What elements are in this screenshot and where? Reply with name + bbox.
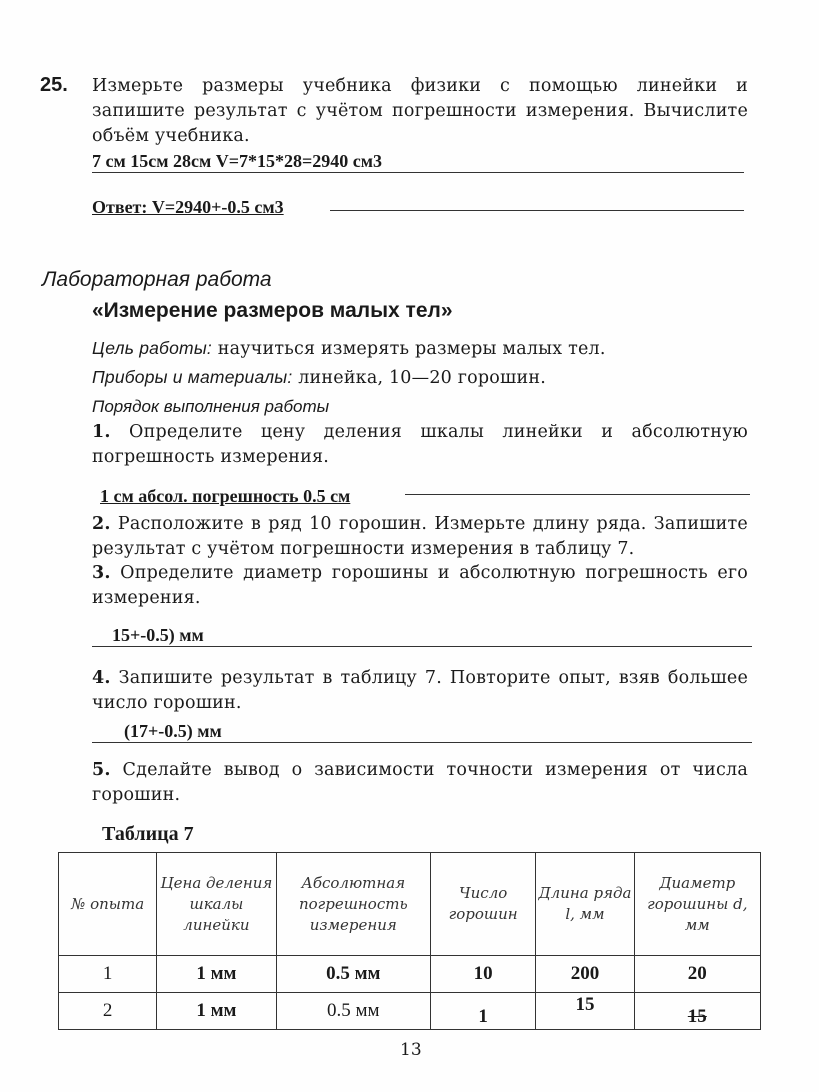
table-cell: 1 bbox=[431, 993, 536, 1030]
table-cell: 1 мм bbox=[157, 993, 276, 1030]
task-25-answer-line: 7 см 15см 28см V=7*15*28=2940 см3 bbox=[92, 151, 383, 171]
header-cell: № опыта bbox=[59, 853, 157, 956]
lab-kind: Лабораторная работа bbox=[42, 268, 272, 291]
table-cell: 15 bbox=[634, 993, 760, 1030]
answer-rule bbox=[405, 494, 750, 495]
answer-rule bbox=[92, 646, 752, 647]
tools-label: Приборы и материалы: bbox=[92, 367, 293, 387]
header-cell: Длина ряда l, мм bbox=[536, 853, 634, 956]
table-row bbox=[59, 956, 761, 993]
header-cell: Абсолютная погрешность измерения bbox=[276, 853, 430, 956]
lab-tools bbox=[92, 365, 748, 391]
step-number: 2. bbox=[92, 514, 111, 534]
table-cell: 10 bbox=[431, 956, 536, 993]
table-caption: Таблица 7 bbox=[102, 823, 194, 845]
step-3 bbox=[92, 561, 748, 611]
answer-rule bbox=[92, 742, 752, 743]
lab-title: «Измерение размеров малых тел» bbox=[92, 299, 453, 322]
step-text: Определите диаметр горошины и абсолютную погрешность его измерения. bbox=[92, 563, 748, 608]
task-25-text: Измерьте размеры учебника физики с помощью линейки и запишите результат с учётом погрешности измерения. Вычислите объём учебника. bbox=[92, 76, 748, 146]
step-number: 5. bbox=[92, 760, 111, 780]
table-cell: 20 bbox=[634, 956, 760, 993]
step-number: 3. bbox=[92, 563, 111, 583]
results-table bbox=[58, 852, 761, 1030]
page-number: 13 bbox=[400, 1040, 422, 1060]
table-cell: 1 bbox=[59, 956, 157, 993]
header-cell: Число горошин bbox=[431, 853, 536, 956]
lab-goal bbox=[92, 336, 748, 362]
step-text: Расположите в ряд 10 горошин. Измерьте длину ряда. Запишите результат с учётом погрешности измерения в таблицу 7. bbox=[92, 514, 748, 559]
step-text: Сделайте вывод о зависимости точности измерения от числа горошин. bbox=[92, 760, 748, 805]
table-cell: 2 bbox=[59, 993, 157, 1030]
table-cell: 1 мм bbox=[157, 956, 276, 993]
step-3-answer: 15+-0.5) мм bbox=[112, 625, 204, 645]
header-cell: Диаметр горошины d, мм bbox=[634, 853, 760, 956]
step-text: Определите цену деления шкалы линейки и абсолютную погрешность измерения. bbox=[92, 422, 748, 467]
answer-rule bbox=[92, 172, 744, 173]
step-5 bbox=[92, 758, 748, 808]
tools-text: линейка, 10—20 горошин. bbox=[292, 368, 546, 388]
step-1-answer: 1 см абсол. погрешность 0.5 см bbox=[100, 486, 351, 506]
step-2 bbox=[92, 512, 748, 562]
task-number: 25. bbox=[40, 74, 68, 96]
header-cell: Цена деления шкалы линейки bbox=[157, 853, 276, 956]
table-header-row bbox=[59, 853, 761, 956]
goal-text: научиться измерять размеры малых тел. bbox=[211, 339, 606, 359]
table-cell: 0.5 мм bbox=[276, 993, 430, 1030]
procedure-label: Порядок выполнения работы bbox=[92, 397, 330, 416]
step-1 bbox=[92, 420, 748, 470]
task-25-final-answer: Ответ: V=2940+-0.5 см3 bbox=[92, 197, 284, 217]
step-text: Запишите результат в таблицу 7. Повторите опыт, взяв большее число горошин. bbox=[92, 668, 748, 713]
table-cell: 0.5 мм bbox=[276, 956, 430, 993]
goal-label: Цель работы: bbox=[92, 338, 212, 358]
table-row bbox=[59, 993, 761, 1030]
table-cell: 15 bbox=[536, 993, 634, 1030]
step-number: 1. bbox=[92, 422, 111, 442]
table-cell: 200 bbox=[536, 956, 634, 993]
step-4-answer: (17+-0.5) мм bbox=[124, 721, 222, 741]
answer-rule bbox=[330, 210, 744, 211]
step-4 bbox=[92, 666, 748, 716]
step-number: 4. bbox=[92, 668, 111, 688]
